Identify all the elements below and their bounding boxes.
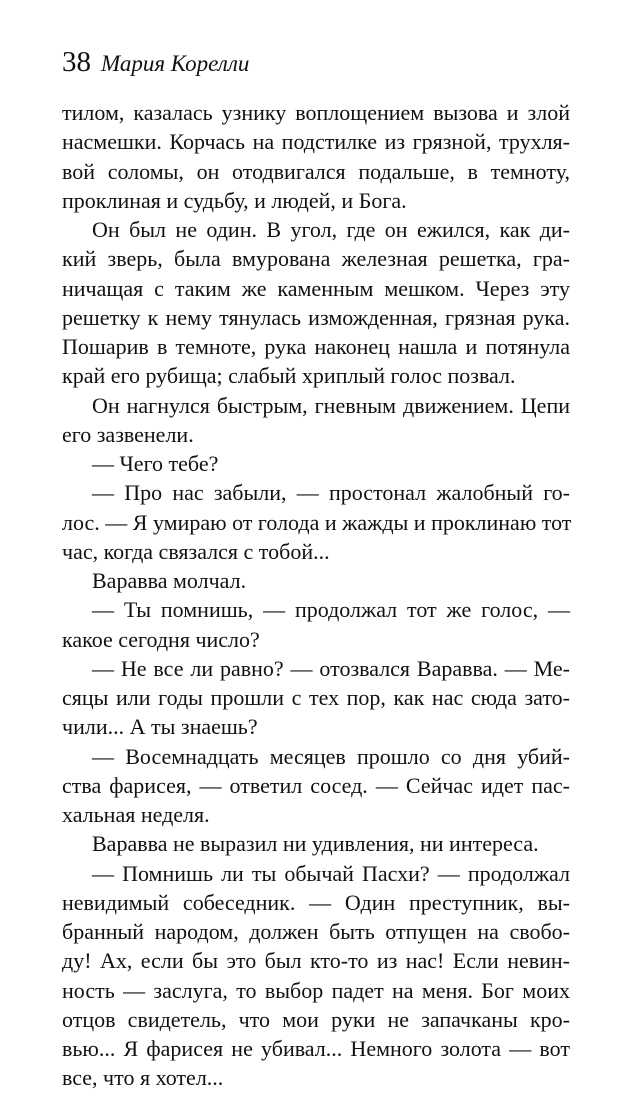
text-line: ничащая с таким же каменным мешком. Через эту [62,275,570,301]
text-line: — Чего тебе? [92,451,219,476]
text-line: отцов свидетель, что мои руки не запачканы кро- [62,1006,570,1032]
text-line: Он был не один. В угол, где он ежился, как ди- [92,217,570,242]
text-line: край его рубища; слабый хриплый голос позвал. [62,363,516,389]
text-line: ства фарисея, — ответил сосед. — Сейчас идет пас- [62,772,570,798]
text-line: лос. — Я умираю от голода и жажды и проклинаю тот [62,509,572,535]
text-line: — Про нас забыли, — простонал жалобный го- [92,480,570,506]
text-line: его зазвенели. [62,421,194,447]
running-head [62,42,249,82]
text-line: насмешки. Корчась на подстилке из грязной, трухля- [62,129,570,155]
body-text [62,98,570,1093]
text-line: час, когда связался с тобой... [62,538,330,564]
text-line: сяцы или годы прошли с тех пор, как нас сюда зато- [62,685,570,710]
text-line: Он нагнулся быстрым, гневным движением. Цепи [92,392,570,418]
text-line: хальная неделя. [62,802,210,827]
text-line: — Не все ли равно? — отозвался Варавва. — Ме- [92,655,570,681]
text-line: Варавва молчал. [92,568,247,593]
page-number: 38 [62,46,91,78]
text-line: — Помнишь ли ты обычай Пасхи? — продолжал [92,860,570,886]
text-line: ность — заслуга, то выбор падет на меня. Бог моих [62,977,570,1003]
text-line: решетку к нему тянулась изможденная, грязная рука. [62,304,570,330]
text-line: Пошарив в темноте, рука наконец нашла и потянула [62,334,570,359]
running-title: Мария Корелли [101,51,250,76]
text-line: проклиная и судьбу, и людей, и Бога. [62,187,407,213]
text-line: — Ты помнишь, — продолжал тот же голос, — [92,597,570,623]
text-line: вью... Я фарисея не убивал... Немного золота — вот [62,1036,570,1061]
text-line: Варавва не выразил ни удивления, ни интереса. [92,831,539,857]
text-line: все, что я хотел... [62,1065,224,1091]
text-line: кий зверь, была вмурована железная решетка, гра- [62,246,570,272]
text-line: вой соломы, он отодвигался подальше, в темноту, [62,158,570,184]
text-line: чили... А ты знаешь? [62,714,258,740]
text-line: — Восемнадцать месяцев прошло со дня убий- [92,743,570,769]
text-line: какое сегодня число? [62,626,260,652]
text-line: бранный народом, должен быть отпущен на свобо- [62,919,570,944]
text-line: тилом, казалась узнику воплощением вызова и злой [62,100,570,125]
text-line: ду! Ах, если бы это был кто-то из нас! Если невин- [62,948,570,974]
text-line: невидимый собеседник. — Один преступник, вы- [62,889,570,915]
